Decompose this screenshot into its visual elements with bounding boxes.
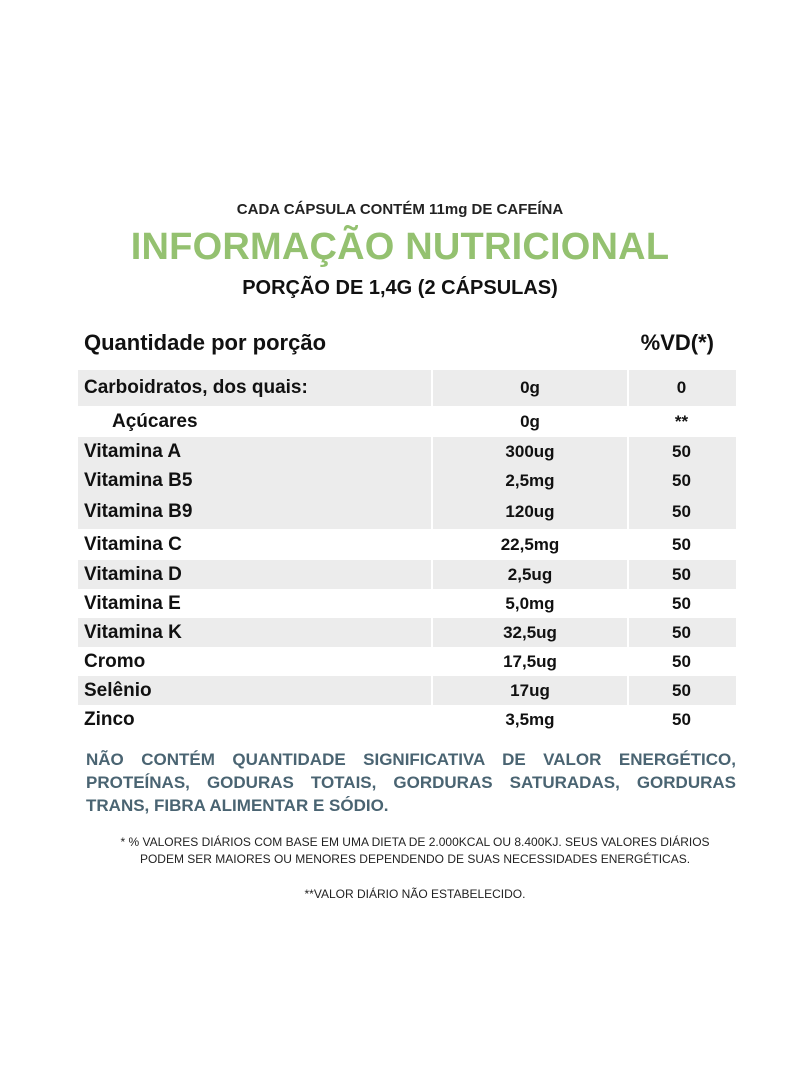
column-header-vd: %VD(*) [640, 330, 714, 355]
nutrient-name: Vitamina B5 [84, 469, 193, 491]
nutrient-amount: 0g [431, 406, 627, 437]
nutrient-vd: 50 [627, 495, 734, 529]
nutrient-row [78, 676, 736, 705]
nutrient-row [78, 560, 736, 589]
nutrient-amount: 120ug [431, 495, 627, 529]
nutrient-amount: 17ug [431, 676, 627, 705]
nutrient-row [78, 705, 736, 734]
nutrient-vd: 50 [627, 560, 734, 589]
nutrient-vd: 50 [627, 705, 734, 734]
nutrient-amount: 0g [431, 370, 627, 406]
nutrient-amount: 3,5mg [431, 705, 627, 734]
nutrient-name: Vitamina C [84, 533, 182, 555]
nutrient-row [78, 406, 736, 437]
nutrient-name: Açúcares [112, 410, 198, 432]
not-established-footnote: **VALOR DIÁRIO NÃO ESTABELECIDO. [304, 887, 526, 901]
nutrient-row [78, 466, 736, 495]
nutrient-name: Selênio [84, 679, 152, 701]
nutrient-name: Vitamina E [84, 592, 181, 614]
nutrient-amount: 17,5ug [431, 647, 627, 676]
portion-size: PORÇÃO DE 1,4G (2 CÁPSULAS) [242, 277, 558, 299]
nutrient-vd: 50 [627, 647, 734, 676]
nutrient-vd: 50 [627, 618, 734, 647]
page-title: INFORMAÇÃO NUTRICIONAL [130, 226, 670, 268]
nutrient-amount: 5,0mg [431, 589, 627, 618]
nutrition-table [78, 370, 736, 734]
nutrient-name: Zinco [84, 708, 135, 730]
nutrient-amount: 2,5mg [431, 466, 627, 495]
nutrient-name: Vitamina B9 [84, 501, 193, 522]
nutrient-row [78, 437, 736, 466]
nutrient-amount: 22,5mg [431, 529, 627, 560]
daily-values-footnote: * % VALORES DIÁRIOS COM BASE EM UMA DIETA DE 2.000KCAL OU 8.400KJ. SEUS VALORES DIÁRIOS PODEM SER MAIORES OU MENORES DEPENDENDO DE SUAS NECESSIDADES ENERGÉTICAS. [120, 835, 710, 866]
nutrient-amount: 2,5ug [431, 560, 627, 589]
nutrient-name: Vitamina D [84, 563, 182, 585]
not-significant-notice: NÃO CONTÉM QUANTIDADE SIGNIFICATIVA DE VALOR ENERGÉTICO, PROTEÍNAS, GODURAS TOTAIS, GORDURAS SATURADAS, GORDURAS TRANS, FIBRA ALIMENTAR E SÓDIO. [86, 750, 736, 815]
nutrient-name: Vitamina A [84, 440, 182, 462]
nutrition-table-header [84, 330, 734, 360]
nutrient-row [78, 647, 736, 676]
nutrient-row [78, 618, 736, 647]
nutrient-row [78, 495, 736, 529]
nutrient-vd: 50 [627, 589, 734, 618]
nutrient-row [78, 529, 736, 560]
nutrient-name: Carboidratos, dos quais: [84, 377, 308, 398]
nutrient-row [78, 370, 736, 406]
nutrient-vd: 50 [627, 676, 734, 705]
nutrient-name: Vitamina K [84, 621, 182, 643]
nutrient-vd: 50 [627, 437, 734, 466]
nutrient-name: Cromo [84, 650, 146, 672]
nutrient-vd: 50 [627, 529, 734, 560]
caffeine-note: CADA CÁPSULA CONTÉM 11mg DE CAFEÍNA [236, 201, 564, 218]
nutrient-vd: 0 [627, 370, 734, 406]
nutrient-amount: 32,5ug [431, 618, 627, 647]
column-header-quantity: Quantidade por porção [84, 330, 327, 355]
nutrient-amount: 300ug [431, 437, 627, 466]
nutrient-vd: 50 [627, 466, 734, 495]
nutrient-row [78, 589, 736, 618]
nutrient-vd: ** [627, 406, 734, 437]
